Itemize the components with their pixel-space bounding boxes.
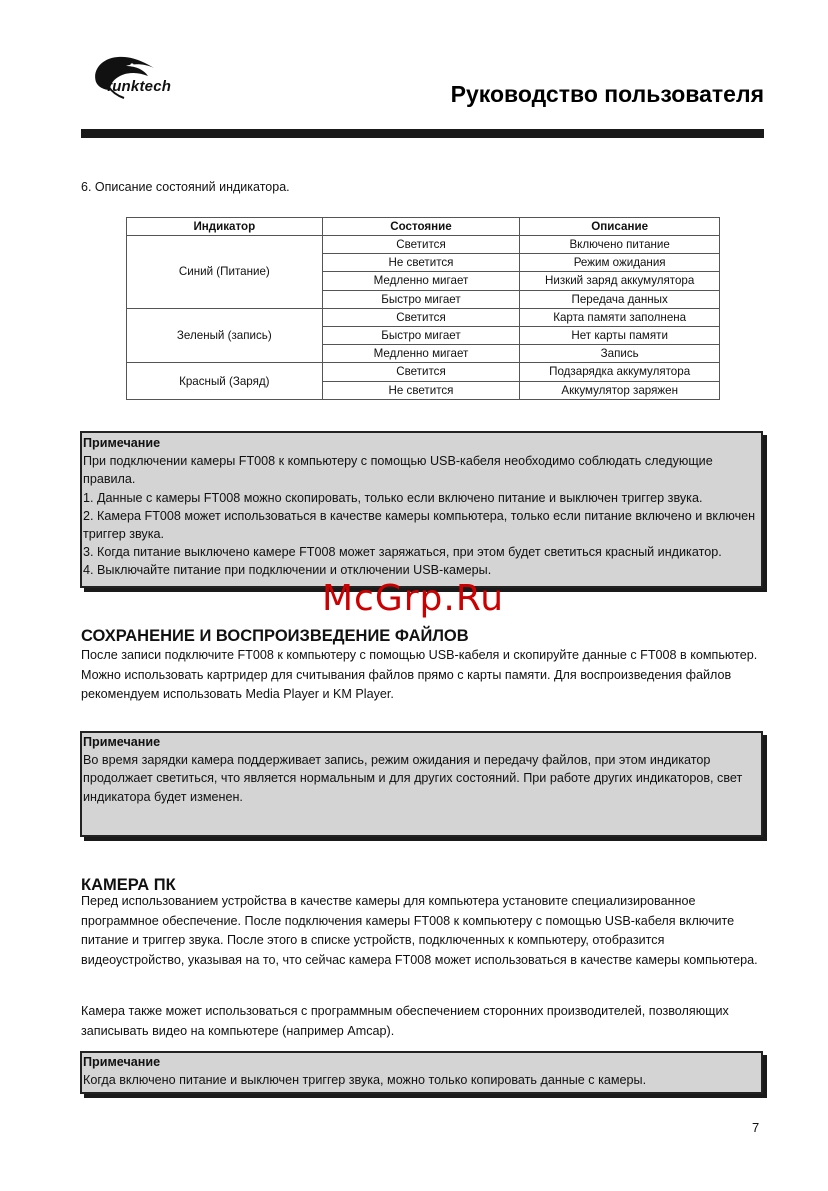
note-line: 1. Данные с камеры FT008 можно скопировать, только если включено питание и выключен триггер звука. bbox=[83, 490, 703, 505]
table-cell-state: Не светится bbox=[322, 254, 520, 272]
section-intro: 6. Описание состояний индикатора. bbox=[81, 180, 290, 194]
section-text-files: После записи подключите FT008 к компьютеру с помощью USB-кабеля и скопируйте данные с FT008 в компьютер. Можно использовать картридер для считывания файлов прямо с карты памяти. Для воспроизведения файлов рекомендуем использовать Media Player и KM Player. bbox=[81, 648, 758, 701]
note-line: 2. Камера FT008 может использоваться в качестве камеры компьютера, только если питание включено и включен триггер звука. bbox=[83, 508, 756, 542]
section-text-third-party: Камера также может использоваться с программным обеспечением сторонних производителей, позволяющих записывать видео на компьютере (например Amcap). bbox=[81, 1004, 729, 1038]
table-cell-state: Медленно мигает bbox=[322, 345, 520, 363]
note-title: Примечание bbox=[83, 1055, 161, 1069]
note-copy-only bbox=[80, 1051, 763, 1094]
table-cell-description: Запись bbox=[520, 345, 720, 363]
table-cell-description: Аккумулятор заряжен bbox=[520, 381, 720, 399]
page-title: Руководство пользователя bbox=[450, 81, 764, 107]
page-number: 7 bbox=[752, 1120, 760, 1135]
table-cell-state: Быстро мигает bbox=[322, 326, 520, 344]
table-header-indicator: Индикатор bbox=[127, 218, 323, 236]
table-cell-description: Передача данных bbox=[520, 290, 720, 308]
note-usb-rules bbox=[80, 431, 763, 588]
table-header-state: Состояние bbox=[322, 218, 520, 236]
table-cell-description: Подзарядка аккумулятора bbox=[520, 363, 720, 381]
table-cell-description: Режим ожидания bbox=[520, 254, 720, 272]
section-heading-pc-camera: КАМЕРА ПК bbox=[81, 876, 176, 894]
table-cell-state: Быстро мигает bbox=[322, 290, 520, 308]
indicator-table bbox=[126, 217, 720, 400]
table-row bbox=[127, 363, 720, 381]
note-title: Примечание bbox=[83, 735, 161, 749]
table-cell-description: Нет карты памяти bbox=[520, 326, 720, 344]
table-cell-indicator: Синий (Питание) bbox=[127, 236, 323, 309]
table-header-description: Описание bbox=[520, 218, 720, 236]
brand-name: funktech bbox=[107, 78, 172, 95]
section-heading-files: СОХРАНЕНИЕ И ВОСПРОИЗВЕДЕНИЕ ФАЙЛОВ bbox=[81, 627, 469, 645]
table-cell-indicator: Красный (Заряд) bbox=[127, 363, 323, 399]
table-cell-description: Карта памяти заполнена bbox=[520, 308, 720, 326]
note-text: Когда включено питание и выключен триггер звука, можно только копировать данные с камеры. bbox=[83, 1073, 647, 1088]
table-cell-description: Включено питание bbox=[520, 236, 720, 254]
table-row bbox=[127, 236, 720, 254]
table-cell-indicator: Зеленый (запись) bbox=[127, 308, 323, 363]
table-cell-state: Светится bbox=[322, 308, 520, 326]
table-row bbox=[127, 308, 720, 326]
table-cell-state: Медленно мигает bbox=[322, 272, 520, 290]
note-charging bbox=[80, 731, 763, 837]
note-title: Примечание bbox=[83, 436, 161, 450]
table-cell-state: Не светится bbox=[322, 381, 520, 399]
table-cell-state: Светится bbox=[322, 236, 520, 254]
note-line: 3. Когда питание выключено камере FT008 может заряжаться, при этом будет светиться красный индикатор. bbox=[83, 545, 722, 560]
note-line: 4. Выключайте питание при подключении и отключении USB-камеры. bbox=[83, 563, 492, 578]
header-divider bbox=[81, 129, 764, 138]
table-cell-description: Низкий заряд аккумулятора bbox=[520, 272, 720, 290]
watermark: McGrp.Ru bbox=[322, 578, 505, 619]
note-line: При подключении камеры FT008 к компьютеру с помощью USB-кабеля необходимо соблюдать следующие правила. bbox=[83, 454, 713, 487]
section-text-pc-camera: Перед использованием устройства в качестве камеры для компьютера установите специализированное программное обеспечение. После подключения камеры FT008 к компьютеру с помощью USB-кабеля включите питание и триггер звука. После этого в списке устройств, подключенных к компьютеру, отобразится видеоустройство, указывая на то, что сейчас камера FT008 может использоваться в качестве камеры компьютера. bbox=[81, 894, 758, 967]
table-cell-state: Светится bbox=[322, 363, 520, 381]
note-text: Во время зарядки камера поддерживает запись, режим ожидания и передачу файлов, при этом индикатор продолжает светиться, что является нормальным и для других состояний. При работе других индикаторов, свет индикатора будет изменен. bbox=[83, 753, 743, 804]
